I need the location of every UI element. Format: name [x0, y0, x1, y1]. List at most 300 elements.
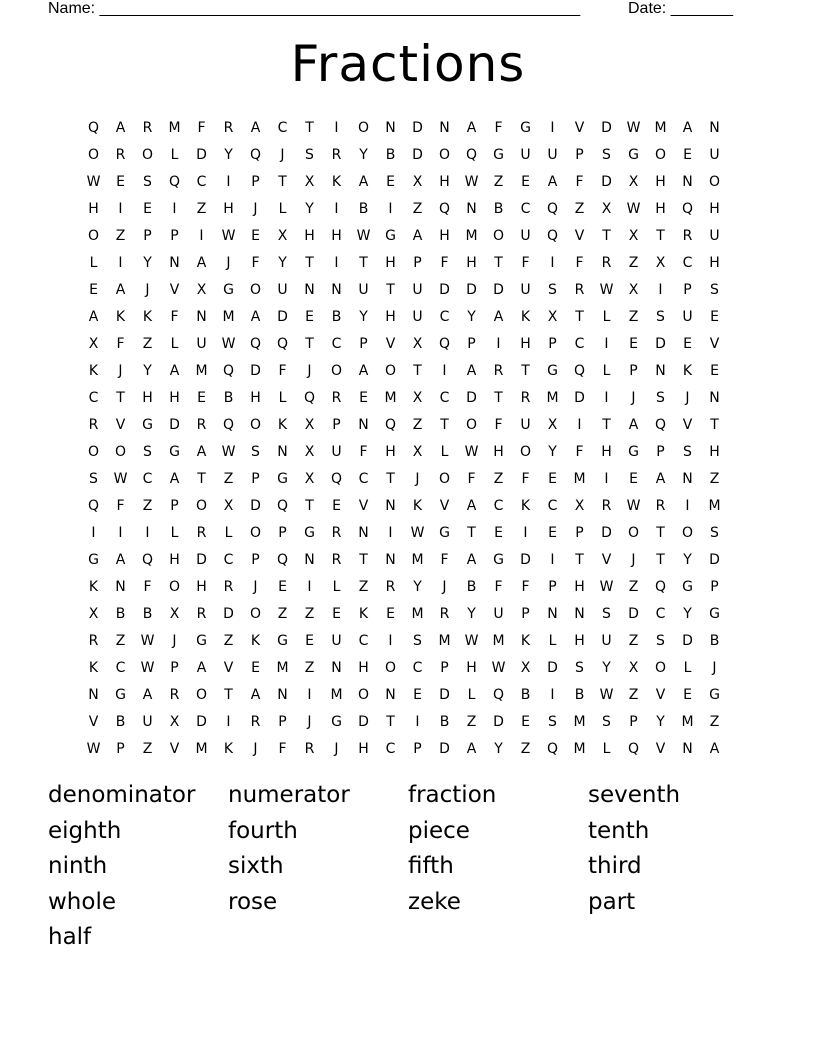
word-bank	[48, 778, 768, 956]
grid-letter: T	[386, 713, 395, 730]
grid-letter: O	[87, 227, 100, 244]
grid-letter: H	[439, 227, 450, 244]
grid-letter: A	[115, 551, 126, 568]
grid-letter: M	[573, 740, 586, 757]
grid-letter: I	[307, 686, 312, 703]
grid-letter: W	[356, 227, 371, 244]
grid-letter: N	[709, 389, 720, 406]
grid-letter: Y	[683, 605, 692, 622]
grid-letter: M	[222, 308, 235, 325]
grid-letter: W	[599, 686, 614, 703]
grid-letter: C	[547, 497, 558, 514]
grid-letter: L	[89, 254, 98, 271]
grid-letter: K	[520, 632, 531, 649]
grid-letter: P	[440, 659, 449, 676]
grid-letter: L	[278, 200, 287, 217]
grid-letter: O	[249, 416, 262, 433]
grid-letter: A	[682, 119, 693, 136]
grid-letter: X	[169, 605, 180, 622]
grid-letter: J	[145, 281, 150, 298]
grid-letter: X	[277, 227, 288, 244]
grid-letter: J	[118, 362, 123, 379]
grid-letter: N	[304, 551, 315, 568]
grid-letter: K	[682, 362, 693, 379]
grid-letter: E	[710, 362, 719, 379]
grid-letter: I	[577, 416, 582, 433]
grid-letter: N	[385, 497, 396, 514]
grid-letter: Q	[87, 119, 100, 136]
grid-letter: X	[628, 227, 639, 244]
grid-letter: P	[251, 551, 260, 568]
grid-letter: O	[87, 443, 100, 460]
grid-letter: R	[196, 416, 207, 433]
grid-letter: M	[276, 659, 289, 676]
grid-letter: A	[655, 470, 666, 487]
grid-letter: W	[464, 632, 479, 649]
grid-letter: N	[277, 443, 288, 460]
grid-letter: C	[88, 389, 99, 406]
grid-letter: L	[602, 362, 611, 379]
grid-letter: D	[493, 281, 504, 298]
grid-letter: R	[331, 146, 342, 163]
grid-letter: R	[331, 551, 342, 568]
grid-letter: E	[683, 686, 692, 703]
grid-letter: G	[493, 146, 504, 163]
grid-letter: N	[196, 308, 207, 325]
grid-letter: O	[195, 686, 208, 703]
grid-letter: L	[170, 524, 179, 541]
grid-letter: S	[602, 146, 611, 163]
word-bank-item: half	[48, 924, 92, 950]
word-bank-item: fraction	[408, 782, 497, 808]
grid-letter: F	[116, 497, 125, 514]
grid-letter: D	[412, 119, 423, 136]
grid-letter: A	[628, 416, 639, 433]
grid-letter: D	[250, 362, 261, 379]
grid-letter: H	[466, 659, 477, 676]
grid-letter: I	[145, 524, 150, 541]
grid-letter: S	[656, 389, 665, 406]
grid-letter: R	[142, 119, 153, 136]
grid-letter: V	[358, 497, 369, 514]
grid-letter: J	[334, 740, 339, 757]
grid-letter: P	[683, 281, 692, 298]
grid-letter: X	[304, 173, 315, 190]
grid-letter: H	[169, 551, 180, 568]
grid-letter: W	[491, 659, 506, 676]
grid-letter: N	[277, 686, 288, 703]
grid-letter: S	[548, 713, 557, 730]
grid-letter: X	[304, 416, 315, 433]
grid-letter: Y	[602, 659, 611, 676]
grid-letter: S	[656, 308, 665, 325]
grid-letter: E	[629, 470, 638, 487]
grid-letter: V	[115, 416, 126, 433]
grid-letter: L	[683, 659, 692, 676]
grid-letter: O	[357, 119, 370, 136]
grid-letter: H	[520, 335, 531, 352]
grid-letter: W	[599, 281, 614, 298]
grid-letter: M	[546, 389, 559, 406]
grid-letter: H	[385, 443, 396, 460]
grid-letter: W	[464, 173, 479, 190]
grid-letter: G	[628, 146, 639, 163]
grid-letter: G	[520, 119, 531, 136]
grid-letter: F	[170, 308, 179, 325]
grid-letter: Z	[358, 578, 369, 595]
grid-letter: Z	[277, 605, 288, 622]
grid-letter: D	[439, 740, 450, 757]
grid-letter: F	[359, 443, 368, 460]
grid-letter: T	[494, 254, 503, 271]
grid-letter: P	[143, 227, 152, 244]
grid-letter: E	[710, 308, 719, 325]
grid-letter: C	[331, 335, 342, 352]
grid-letter: W	[221, 227, 236, 244]
grid-letter: R	[223, 119, 234, 136]
grid-letter: D	[169, 416, 180, 433]
grid-letter: J	[685, 389, 690, 406]
grid-letter: N	[358, 416, 369, 433]
grid-letter: H	[304, 227, 315, 244]
grid-letter: X	[412, 173, 423, 190]
grid-letter: I	[118, 254, 123, 271]
grid-letter: A	[88, 308, 99, 325]
grid-letter: H	[250, 389, 261, 406]
grid-letter: A	[358, 173, 369, 190]
grid-letter: E	[278, 578, 287, 595]
grid-letter: A	[709, 740, 720, 757]
grid-letter: I	[442, 362, 447, 379]
grid-letter: G	[709, 605, 720, 622]
grid-letter: P	[629, 362, 638, 379]
grid-letter: H	[574, 632, 585, 649]
grid-letter: Q	[627, 740, 640, 757]
grid-letter: M	[681, 713, 694, 730]
grid-letter: I	[334, 200, 339, 217]
grid-letter: Z	[493, 470, 504, 487]
grid-letter: N	[682, 740, 693, 757]
grid-letter: T	[305, 335, 314, 352]
grid-letter: M	[195, 362, 208, 379]
grid-letter: T	[359, 551, 368, 568]
grid-letter: L	[332, 578, 341, 595]
word-bank-item: zeke	[408, 888, 461, 915]
grid-letter: V	[385, 335, 396, 352]
word-bank-item: seventh	[588, 782, 681, 808]
grid-letter: Z	[628, 308, 639, 325]
grid-letter: H	[709, 254, 720, 271]
grid-letter: N	[547, 605, 558, 622]
grid-letter: T	[413, 362, 422, 379]
word-bank-item: ninth	[48, 853, 108, 879]
grid-letter: K	[250, 632, 261, 649]
grid-letter: H	[385, 308, 396, 325]
grid-letter: X	[547, 416, 558, 433]
grid-letter: V	[655, 740, 666, 757]
grid-letter: N	[655, 362, 666, 379]
word-bank-item: rose	[228, 888, 278, 915]
grid-letter: I	[388, 524, 393, 541]
grid-letter: W	[410, 524, 425, 541]
grid-letter: J	[307, 362, 312, 379]
grid-letter: P	[278, 524, 287, 541]
grid-letter: H	[88, 200, 99, 217]
word-bank-item: denominator	[48, 782, 196, 808]
grid-letter: G	[682, 578, 693, 595]
grid-letter: V	[439, 497, 450, 514]
grid-letter: H	[709, 443, 720, 460]
grid-letter: B	[709, 632, 720, 649]
word-bank-item: piece	[408, 817, 470, 844]
grid-letter: Z	[304, 605, 315, 622]
grid-letter: I	[334, 254, 339, 271]
grid-letter: M	[708, 497, 721, 514]
grid-letter: C	[682, 254, 693, 271]
grid-letter: T	[359, 254, 368, 271]
grid-letter: M	[384, 389, 397, 406]
grid-letter: Q	[546, 200, 559, 217]
grid-letter: W	[140, 632, 155, 649]
grid-letter: X	[547, 308, 558, 325]
grid-letter: M	[330, 686, 343, 703]
grid-letter: L	[548, 632, 557, 649]
grid-letter: V	[655, 686, 666, 703]
grid-letter: F	[251, 254, 260, 271]
grid-letter: I	[307, 578, 312, 595]
grid-letter: F	[197, 119, 206, 136]
grid-letter: R	[682, 227, 693, 244]
grid-letter: E	[251, 659, 260, 676]
grid-letter: V	[601, 551, 612, 568]
grid-letter: G	[304, 524, 315, 541]
grid-letter: N	[574, 605, 585, 622]
grid-letter: Z	[142, 497, 153, 514]
grid-letter: Z	[493, 173, 504, 190]
grid-letter: P	[170, 497, 179, 514]
grid-letter: L	[440, 443, 449, 460]
grid-letter: C	[358, 470, 369, 487]
grid-letter: K	[520, 308, 531, 325]
grid-letter: S	[413, 632, 422, 649]
grid-letter: W	[221, 443, 236, 460]
grid-letter: O	[492, 227, 505, 244]
grid-letter: E	[251, 227, 260, 244]
grid-letter: O	[708, 173, 721, 190]
grid-letter: X	[88, 335, 99, 352]
grid-letter: E	[386, 605, 395, 622]
grid-letter: T	[440, 416, 449, 433]
grid-letter: I	[415, 713, 420, 730]
grid-letter: K	[358, 605, 369, 622]
grid-letter: Q	[681, 200, 694, 217]
grid-letter: M	[411, 605, 424, 622]
grid-letter: T	[305, 497, 314, 514]
grid-letter: Y	[224, 146, 233, 163]
grid-letter: D	[412, 146, 423, 163]
grid-letter: D	[439, 686, 450, 703]
grid-letter: H	[709, 200, 720, 217]
grid-letter: W	[626, 200, 641, 217]
grid-letter: I	[226, 173, 231, 190]
grid-letter: O	[249, 524, 262, 541]
grid-letter: X	[628, 281, 639, 298]
grid-letter: X	[412, 443, 423, 460]
grid-letter: I	[604, 389, 609, 406]
grid-letter: A	[169, 362, 180, 379]
grid-letter: Z	[115, 632, 126, 649]
grid-letter: E	[629, 335, 638, 352]
grid-letter: P	[413, 254, 422, 271]
grid-letter: N	[169, 254, 180, 271]
grid-letter: C	[196, 173, 207, 190]
grid-letter: D	[574, 389, 585, 406]
grid-letter: U	[601, 632, 612, 649]
grid-letter: Y	[413, 578, 422, 595]
grid-letter: I	[496, 335, 501, 352]
grid-letter: D	[196, 146, 207, 163]
grid-letter: R	[655, 497, 666, 514]
grid-letter: T	[467, 524, 476, 541]
letter-grid	[80, 114, 736, 762]
grid-letter: I	[685, 497, 690, 514]
grid-letter: U	[142, 713, 153, 730]
page-title: Fractions	[290, 35, 526, 93]
grid-letter: L	[467, 686, 476, 703]
grid-letter: B	[358, 200, 369, 217]
grid-letter: X	[574, 497, 585, 514]
grid-letter: Q	[384, 416, 397, 433]
grid-letter: E	[548, 470, 557, 487]
grid-letter: L	[602, 308, 611, 325]
grid-letter: Z	[574, 200, 585, 217]
grid-letter: E	[683, 335, 692, 352]
grid-letter: A	[358, 362, 369, 379]
grid-letter: C	[277, 119, 288, 136]
grid-letter: W	[86, 173, 101, 190]
grid-letter: I	[550, 254, 555, 271]
grid-letter: G	[547, 362, 558, 379]
grid-letter: J	[712, 659, 717, 676]
grid-letter: P	[251, 173, 260, 190]
grid-letter: G	[493, 551, 504, 568]
grid-letter: O	[87, 146, 100, 163]
grid-letter: T	[224, 686, 233, 703]
grid-letter: O	[249, 281, 262, 298]
grid-letter: P	[170, 227, 179, 244]
grid-letter: X	[304, 443, 315, 460]
grid-letter: R	[196, 605, 207, 622]
grid-letter: D	[439, 281, 450, 298]
grid-letter: T	[656, 524, 665, 541]
grid-letter: D	[493, 713, 504, 730]
grid-letter: M	[465, 227, 478, 244]
grid-letter: A	[250, 119, 261, 136]
grid-letter: M	[573, 470, 586, 487]
grid-letter: A	[250, 686, 261, 703]
name-field-label: Name: ______________________________________________________	[48, 0, 581, 17]
grid-letter: W	[626, 497, 641, 514]
grid-letter: F	[575, 254, 584, 271]
grid-letter: P	[521, 605, 530, 622]
grid-letter: A	[115, 119, 126, 136]
grid-letter: D	[601, 119, 612, 136]
grid-letter: I	[91, 524, 96, 541]
grid-letter: N	[304, 281, 315, 298]
grid-letter: I	[550, 551, 555, 568]
grid-letter: J	[307, 713, 312, 730]
grid-letter: O	[357, 686, 370, 703]
grid-letter: I	[523, 524, 528, 541]
grid-letter: M	[573, 713, 586, 730]
grid-letter: U	[520, 281, 531, 298]
grid-letter: E	[332, 605, 341, 622]
grid-letter: O	[627, 524, 640, 541]
grid-letter: Q	[276, 551, 289, 568]
grid-letter: F	[494, 416, 503, 433]
grid-letter: Y	[467, 308, 476, 325]
grid-letter: O	[681, 524, 694, 541]
grid-letter: K	[223, 740, 234, 757]
grid-letter: W	[599, 578, 614, 595]
grid-letter: Z	[709, 713, 720, 730]
grid-letter: O	[141, 146, 154, 163]
grid-letter: Q	[87, 497, 100, 514]
grid-letter: O	[519, 443, 532, 460]
grid-letter: Z	[628, 254, 639, 271]
grid-letter: B	[223, 389, 234, 406]
grid-letter: F	[278, 740, 287, 757]
grid-letter: C	[439, 308, 450, 325]
grid-letter: N	[331, 281, 342, 298]
grid-letter: Q	[492, 686, 505, 703]
grid-letter: J	[253, 578, 258, 595]
grid-letter: B	[385, 146, 396, 163]
grid-letter: O	[249, 605, 262, 622]
grid-letter: N	[439, 119, 450, 136]
grid-letter: S	[683, 443, 692, 460]
grid-letter: B	[439, 713, 450, 730]
grid-letter: G	[385, 227, 396, 244]
grid-letter: I	[118, 200, 123, 217]
grid-letter: Q	[330, 470, 343, 487]
grid-letter: A	[466, 551, 477, 568]
grid-letter: E	[683, 146, 692, 163]
grid-letter: Z	[223, 470, 234, 487]
grid-letter: E	[548, 524, 557, 541]
grid-letter: X	[88, 605, 99, 622]
grid-letter: H	[574, 578, 585, 595]
grid-letter: E	[197, 389, 206, 406]
grid-letter: C	[574, 335, 585, 352]
grid-letter: T	[305, 254, 314, 271]
grid-letter: P	[170, 659, 179, 676]
grid-letter: U	[709, 227, 720, 244]
grid-letter: P	[467, 335, 476, 352]
grid-letter: J	[280, 146, 285, 163]
grid-letter: R	[574, 281, 585, 298]
grid-letter: A	[412, 227, 423, 244]
grid-letter: A	[115, 281, 126, 298]
grid-letter: J	[631, 389, 636, 406]
grid-letter: Q	[654, 416, 667, 433]
grid-letter: U	[412, 308, 423, 325]
grid-letter: D	[466, 281, 477, 298]
word-bank-item: fourth	[228, 817, 298, 844]
grid-letter: W	[464, 443, 479, 460]
grid-letter: G	[223, 281, 234, 298]
grid-letter: A	[466, 119, 477, 136]
